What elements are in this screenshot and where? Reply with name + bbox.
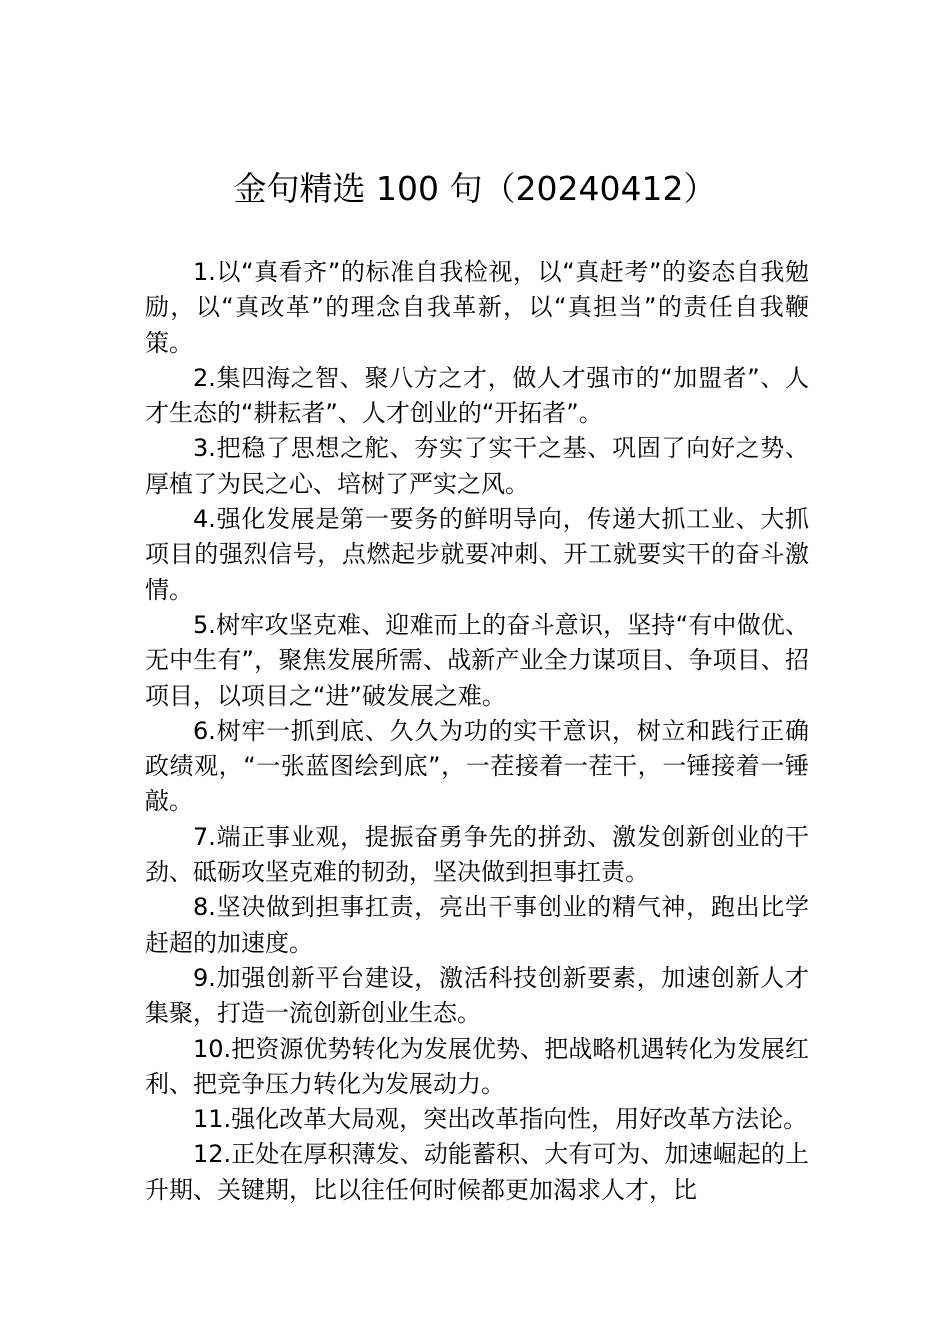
paragraph-11: 11.强化改革大局观，突出改革指向性，用好改革方法论。: [193, 1105, 808, 1134]
paragraph-8: 8.坚决做到担事扛责，亮出干事创业的精气神，跑出比学赶超的加速度。: [145, 893, 809, 957]
paragraph-6: 6.树牢一抓到底、久久为功的实干意识，树立和践行正确政绩观，“一张蓝图绘到底”，一茬接着一茬干，一锤接着一锤敲。: [145, 716, 809, 816]
paragraph-4: 4.强化发展是第一要务的鲜明导向，传递大抓工业、大抓项目的强烈信号，点燃起步就要冲刺、开工就要实干的奋斗激情。: [145, 505, 809, 604]
paragraph-2: 2.集四海之智、聚八方之才，做人才强市的“加盟者”、人才生态的“耕耘者”、人才创业的“开拓者”。: [145, 363, 809, 428]
document-body: [145, 255, 809, 1208]
paragraph-5: 5.树牢攻坚克难、迎难而上的奋斗意识，坚持“有中做优、无中生有”，聚焦发展所需、战新产业全力谋项目、争项目、招项目，以项目之“进”破发展之难。: [145, 610, 809, 710]
paragraph-12: 12.正处在厚积薄发、动能蓄积、大有可为、加速崛起的上升期、关键期，比以往任何时候都更加渴求人才，比: [145, 1140, 809, 1204]
paragraph-10: 10.把资源优势转化为发展优势、把战略机遇转化为发展红利、把竞争压力转化为发展动力。: [145, 1034, 809, 1098]
paragraph-7: 7.端正事业观，提振奋勇争先的拼劲、激发创新创业的干劲、砥砺攻坚克难的韧劲，坚决做到担事扛责。: [145, 822, 809, 887]
paragraph-3: 3.把稳了思想之舵、夯实了实干之基、巩固了向好之势、厚植了为民之心、培树了严实之风。: [145, 434, 809, 498]
paragraph-1: 1.以“真看齐”的标准自我检视，以“真赶考”的姿态自我勉励，以“真改革”的理念自我革新，以“真担当”的责任自我鞭策。: [145, 258, 809, 357]
paragraph-9: 9.加强创新平台建设，激活科技创新要素，加速创新人才集聚，打造一流创新创业生态。: [145, 963, 809, 1028]
document-title: 金句精选 100 句（20240412）: [233, 169, 717, 208]
